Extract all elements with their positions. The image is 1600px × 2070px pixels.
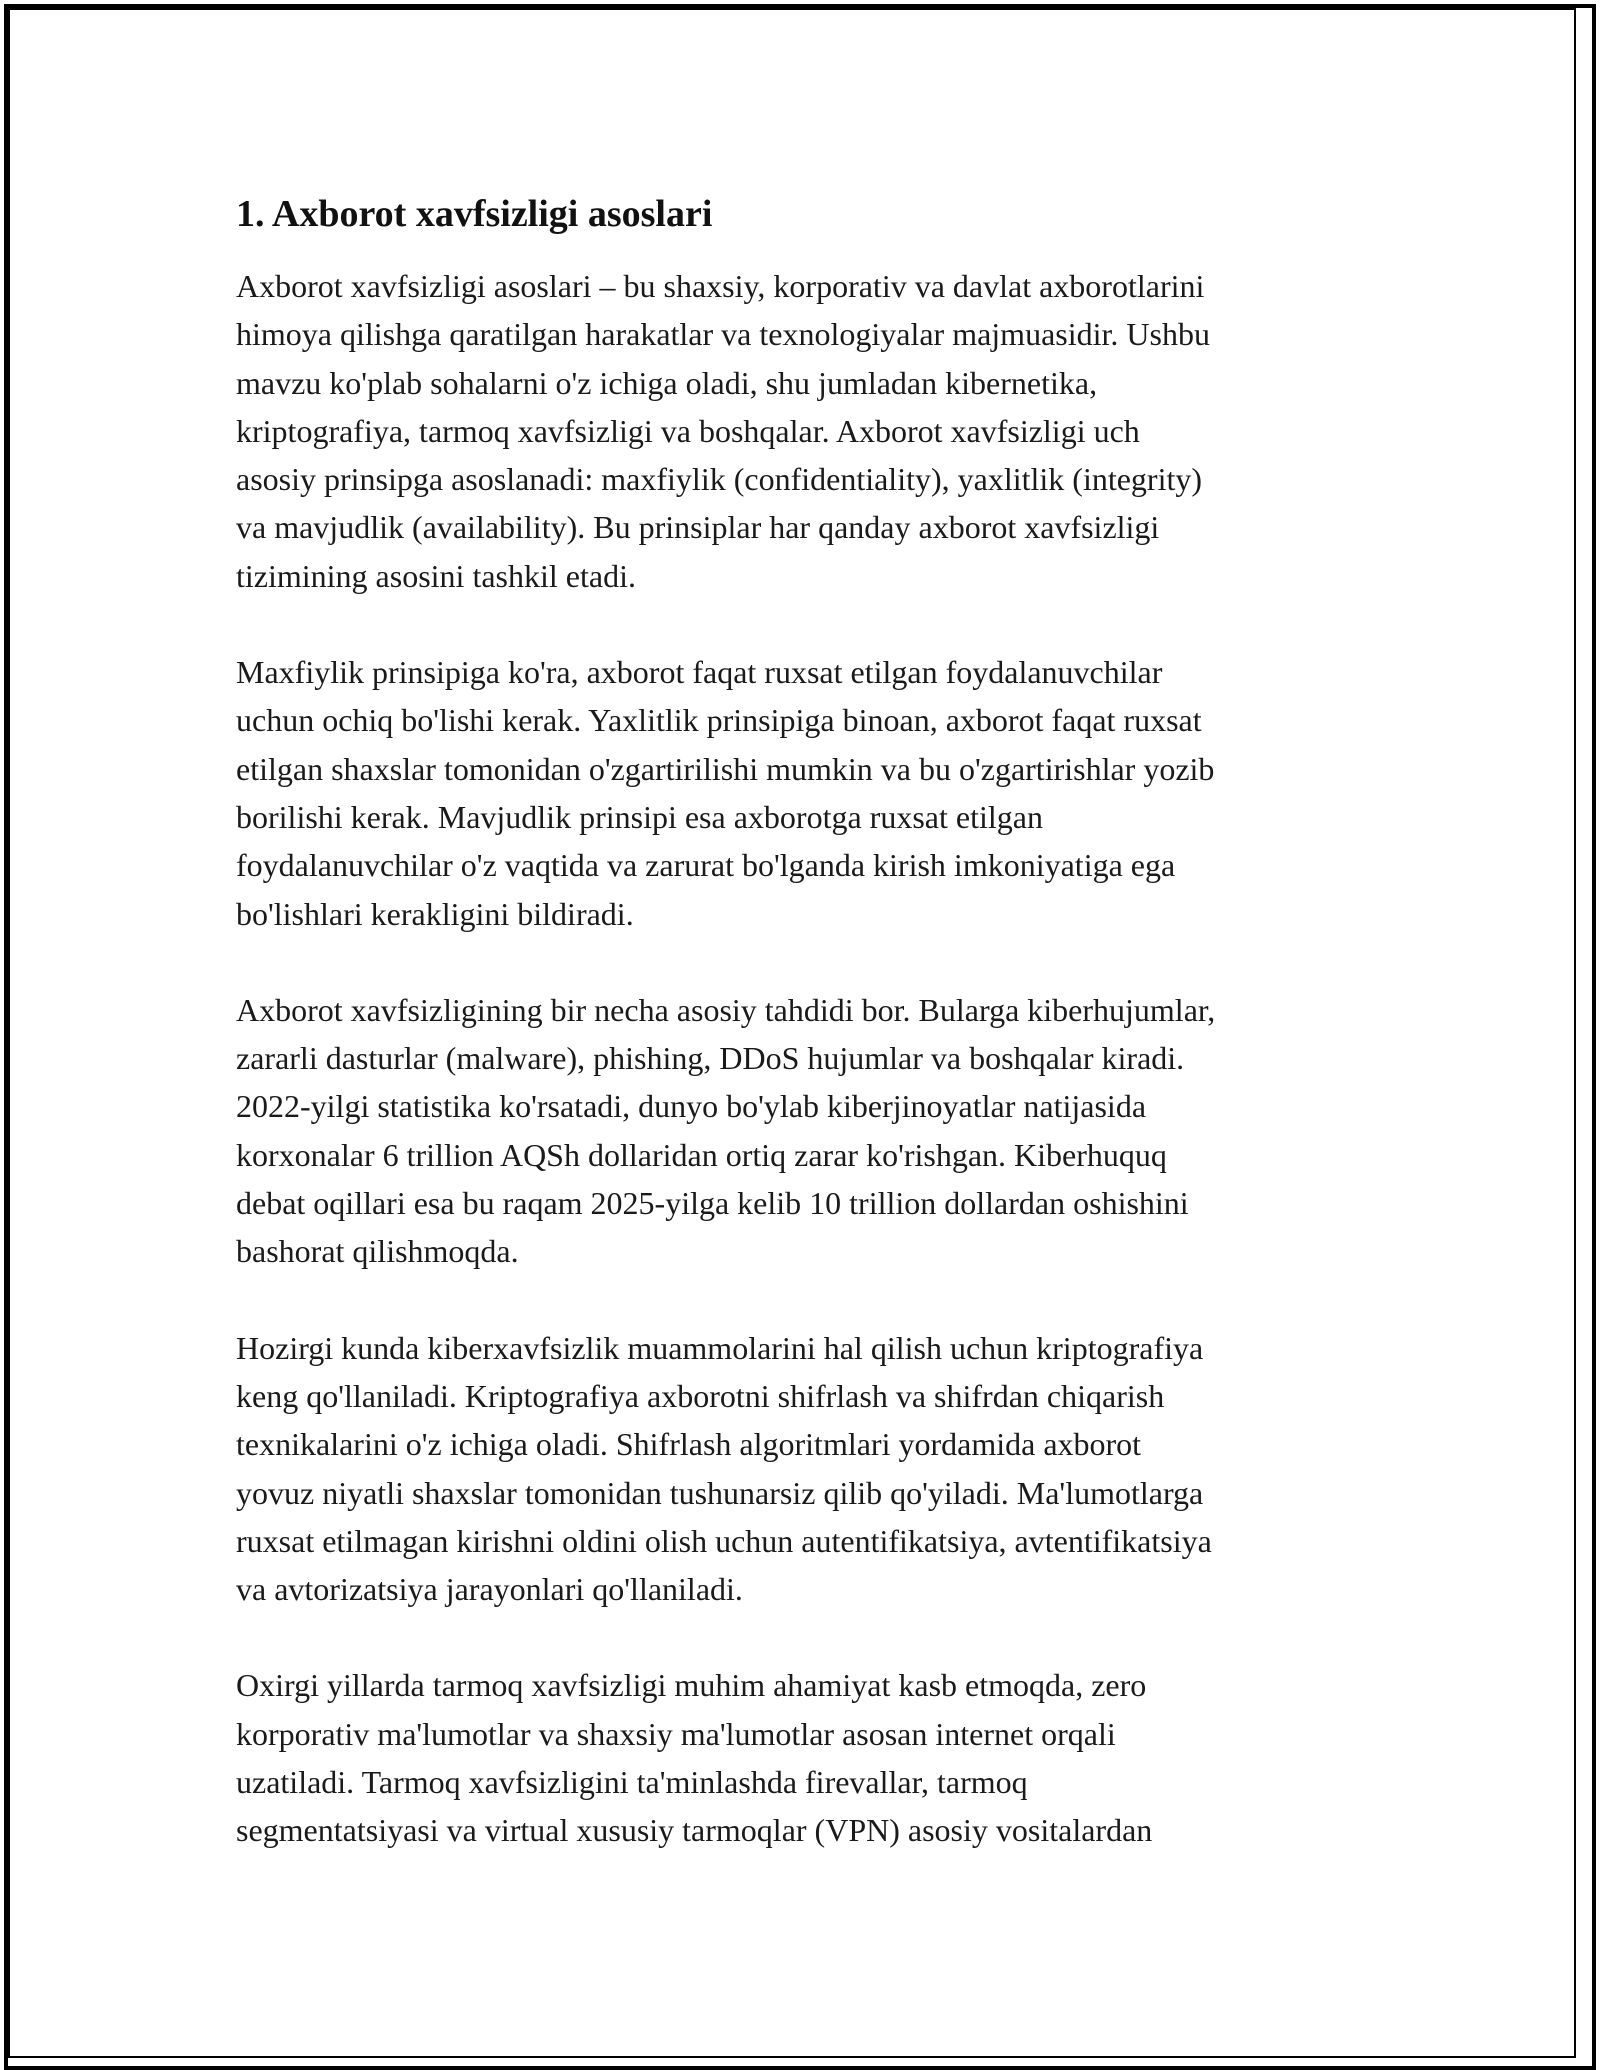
document-body bbox=[236, 190, 1376, 1903]
text-line: bashorat qilishmoqda. bbox=[236, 1233, 519, 1270]
text-line: 2022-yilgi statistika ko'rsatadi, dunyo bo'ylab kiberjinoyatlar natijasida bbox=[236, 1088, 1147, 1125]
text-line: ruxsat etilmagan kirishni oldini olish uchun autentifikatsiya, avtentifikatsiya bbox=[236, 1522, 1212, 1559]
paragraph-cryptography bbox=[236, 1324, 1376, 1614]
text-line: segmentatsiyasi va virtual xususiy tarmoqlar (VPN) asosiy vositalardan bbox=[236, 1812, 1153, 1849]
text-line: uzatiladi. Tarmoq xavfsizligini ta'minlashda firevallar, tarmoq bbox=[236, 1764, 1028, 1801]
paragraph-network-security bbox=[236, 1661, 1376, 1854]
text-line: uchun ochiq bo'lishi kerak. Yaxlitlik prinsipiga binoan, axborot faqat ruxsat bbox=[236, 702, 1202, 739]
text-line: borilishi kerak. Mavjudlik prinsipi esa axborotga ruxsat etilgan bbox=[236, 798, 1043, 835]
text-line: yovuz niyatli shaxslar tomonidan tushunarsiz qilib qo'yiladi. Ma'lumotlarga bbox=[236, 1474, 1204, 1511]
text-line: himoya qilishga qaratilgan harakatlar va texnologiyalar majmuasidir. Ushbu bbox=[236, 316, 1210, 353]
paragraph-threats bbox=[236, 986, 1376, 1276]
text-line: Hozirgi kunda kiberxavfsizlik muammolarini hal qilish uchun kriptografiya bbox=[236, 1329, 1204, 1366]
text-line: bo'lishlari kerakligini bildiradi. bbox=[236, 895, 634, 932]
text-line: Axborot xavfsizligi asoslari – bu shaxsiy, korporativ va davlat axborotlarini bbox=[236, 268, 1205, 304]
text-line: Oxirgi yillarda tarmoq xavfsizligi muhim ahamiyat kasb etmoqda, zero bbox=[236, 1667, 1147, 1704]
text-line: mavzu ko'plab sohalarni o'z ichiga oladi, shu jumladan kibernetika, bbox=[236, 364, 1098, 401]
paragraph-intro bbox=[236, 262, 1376, 600]
section-heading: 1. Axborot xavfsizligi asoslari bbox=[236, 193, 713, 235]
paragraph-principles bbox=[236, 648, 1376, 938]
text-line: zararli dasturlar (malware), phishing, DDoS hujumlar va boshqalar kiradi. bbox=[236, 1040, 1185, 1077]
text-line: Maxfiylik prinsipiga ko'ra, axborot faqat ruxsat etilgan foydalanuvchilar bbox=[236, 654, 1163, 691]
text-line: debat oqillari esa bu raqam 2025-yilga kelib 10 trillion dollardan oshishini bbox=[236, 1185, 1189, 1222]
text-line: korporativ ma'lumotlar va shaxsiy ma'lumotlar asosan internet orqali bbox=[236, 1715, 1116, 1752]
text-line: keng qo'llaniladi. Kriptografiya axborotni shifrlash va shifrdan chiqarish bbox=[236, 1377, 1165, 1414]
text-line: Axborot xavfsizligining bir necha asosiy tahdidi bor. Bularga kiberhujumlar, bbox=[236, 991, 1216, 1028]
text-line: asosiy prinsipga asoslanadi: maxfiylik (confidentiality), yaxlitlik (integrity) bbox=[236, 461, 1203, 498]
text-line: etilgan shaxslar tomonidan o'zgartirilishi mumkin va bu o'zgartirishlar yozib bbox=[236, 750, 1215, 787]
text-line: va mavjudlik (availability). Bu prinsiplar har qanday axborot xavfsizligi bbox=[236, 509, 1160, 546]
text-line: korxonalar 6 trillion AQSh dollaridan ortiq zarar ko'rishgan. Kiberhuquq bbox=[236, 1136, 1167, 1173]
text-line: va avtorizatsiya jarayonlari qo'llaniladi. bbox=[236, 1571, 743, 1608]
text-line: foydalanuvchilar o'z vaqtida va zarurat bo'lganda kirish imkoniyatiga ega bbox=[236, 847, 1176, 884]
text-line: texnikalarini o'z ichiga oladi. Shifrlash algoritmlari yordamida axborot bbox=[236, 1426, 1142, 1463]
text-line: tizimining asosini tashkil etadi. bbox=[236, 557, 636, 594]
text-line: kriptografiya, tarmoq xavfsizligi va boshqalar. Axborot xavfsizligi uch bbox=[236, 412, 1140, 449]
